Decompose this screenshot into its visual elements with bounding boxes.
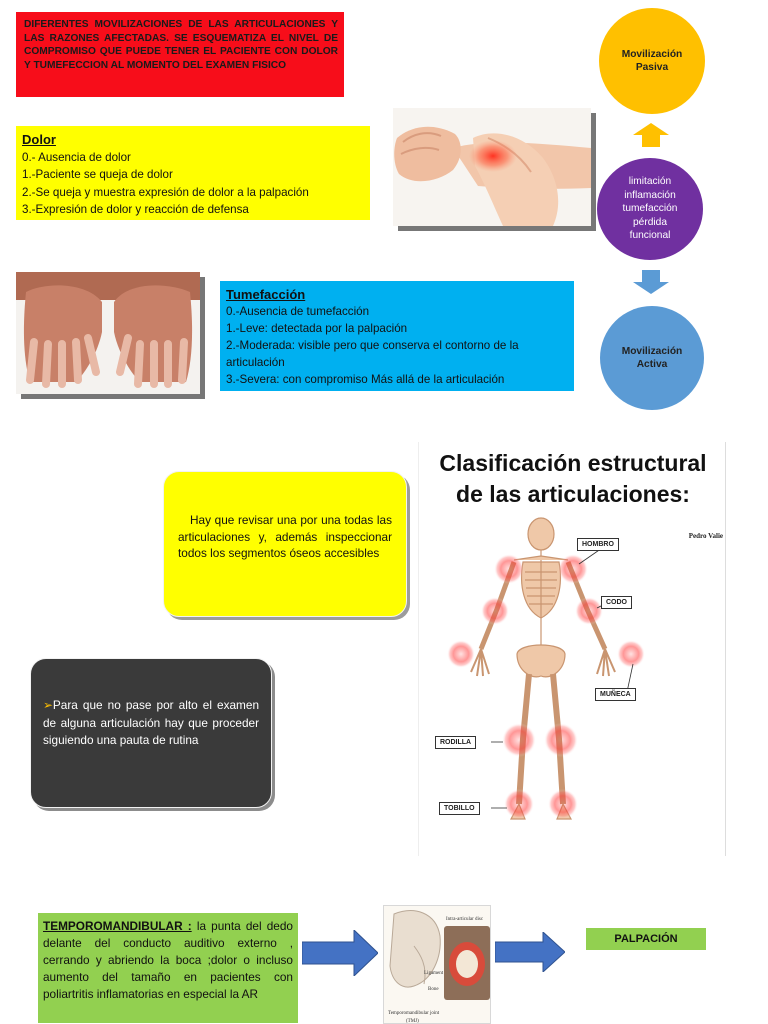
wrist-joint-right [617,640,645,668]
tumefaccion-item: 0.-Ausencia de tumefacción [226,305,370,318]
tumefaccion-heading: Tumefacción [226,287,306,302]
dolor-item: 3.-Expresión de dolor y reacción de defensa [22,203,249,216]
palpacion-label-box [586,928,706,950]
skeleton-title [419,448,727,510]
knee-joint-left [502,723,536,757]
label-muneca: MUÑECA [595,688,636,701]
label-rodilla: RODILLA [435,736,476,749]
skeleton-joints-figure [418,442,726,856]
palpacion-label: PALPACIÓN [614,933,678,945]
revisar-text: Hay que revisar una por una todas las articulaciones y, además inspeccionar todos los segmentos óseos accesibles [178,513,392,560]
right-arrow-icon [495,932,565,972]
skeleton-author: Pedro Valie [688,532,723,540]
tmj-text: la punta del dedo delante del conducto auditivo externo , cerrando y abriendo la boca ;dolor o incluso aumento del tamaño en pacientes con poliartritis inflamatorias en especial la AR [43,919,293,1001]
rutina-text: Para que no pase por alto el examen de alguna articulación hay que proceder siguiendo una pauta de rutina [43,698,259,747]
elbow-joint-left [481,597,509,625]
tumefaccion-item: 3.-Severa: con compromiso Más allá de la articulación [226,373,505,386]
dolor-item: 2.-Se queja y muestra expresión de dolor a la palpación [22,185,309,199]
right-arrow-icon [302,930,378,976]
dolor-scale-box [16,126,370,220]
skeleton-title-line1: Clasificación estructural [439,450,707,476]
tumefaccion-item: 1.-Leve: detectada por la palpación [226,322,408,335]
tmj-label-ligament: Ligament [424,971,444,976]
activa-label: Movilización Activa [621,345,683,370]
movilizacion-pasiva-circle [599,8,705,114]
ankle-joint-left [504,789,534,819]
limitacion-circle [597,158,703,260]
wrist-joint-left [447,640,475,668]
limitacion-line: tumefacción [622,203,678,215]
limitacion-line: inflamación [624,189,676,201]
pasiva-label: Movilización Pasiva [621,48,683,73]
tmj-anatomy-figure [383,905,491,1024]
tumefaccion-scale-box [220,281,574,391]
shoulder-joint-left [494,554,524,584]
arrow-bullet-icon: ➢ [43,698,53,712]
knee-joint-right [544,723,578,757]
pauta-rutina-callout [30,658,272,808]
dolor-item: 1.-Paciente se queja de dolor [22,168,173,181]
down-arrow-icon [633,270,669,294]
dolor-item: 0.- Ausencia de dolor [22,150,131,164]
movilizacion-activa-circle [600,306,704,410]
up-arrow-icon [633,123,669,147]
swollen-hands-photo [16,272,200,394]
temporomandibular-box [38,913,298,1023]
limitacion-line: limitación [628,176,672,188]
shoulder-joint-right [558,554,588,584]
tmj-caption-line2: (TMJ) [406,1019,419,1024]
tmj-caption-line1: Temporomandibular joint [388,1011,440,1016]
tumefaccion-item: 2.-Moderada: visible pero que conserva el contorno de la articulación [226,339,519,369]
dolor-heading: Dolor [22,132,56,147]
limitacion-line: pérdida [633,216,667,228]
ankle-joint-right [548,789,578,819]
label-hombro: HOMBRO [577,538,619,551]
limitacion-line: funcional [629,230,671,242]
revisar-articulaciones-callout [163,471,407,617]
label-codo: CODO [601,596,632,609]
skeleton-title-line2: de las articulaciones: [456,481,690,507]
title-box [16,12,344,97]
tmj-label-bone: Bone [428,987,439,992]
tmj-label-disc: Intra-articular disc [446,917,484,922]
wrist-pain-photo [393,108,591,226]
elbow-joint-right [575,597,603,625]
title-text: DIFERENTES MOVILIZACIONES DE LAS ARTICULACIONES Y LAS RAZONES AFECTADAS. SE ESQUEMATIZA EL NIVEL DE COMPROMISO QUE PUEDE TENER EL PACIENTE CON DOLOR Y TUMEFECCION AL MOMENTO DEL EXAMEN FISICO [24,19,338,71]
label-tobillo: TOBILLO [439,802,480,815]
tmj-heading: TEMPOROMANDIBULAR : [43,919,192,933]
